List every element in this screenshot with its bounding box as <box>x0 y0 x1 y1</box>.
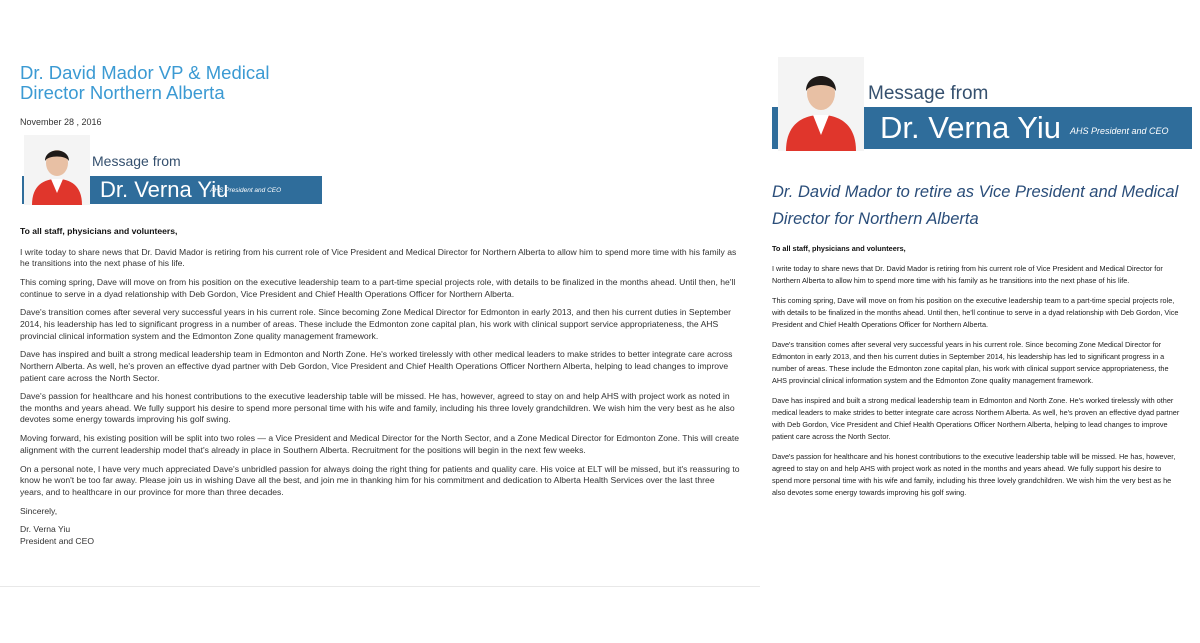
paragraph: Dave has inspired and built a strong medical leadership team in Edmonton and North Zone. He's worked tirelessly with other medical leaders to make strides to better integrate care across Northern Alberta. As well, he's proven an effective dyad partner with Deb Gordon, Vice President and Chief Health Operations Officer Northern Alberta, helping to lead changes to improve patient care across the North Sector. <box>20 349 733 383</box>
message-banner <box>772 57 1192 151</box>
letter-body <box>20 226 740 548</box>
headline: Dr. David Mador to retire as Vice President and Medical Director for Northern Alberta <box>772 183 1179 228</box>
paragraph: This coming spring, Dave will move on from his position on the executive leadership team to a part-time special projects role, with details to be finalized in the months ahead. Until then, he'll continue to serve in a dyad relationship with Deb Gordon, Vice President and Chief Health Operations Officer for Northern Alberta. <box>772 296 1179 329</box>
banner-message-from: Message from <box>92 153 181 169</box>
portrait-icon <box>24 135 90 205</box>
greeting: To all staff, physicians and volunteers, <box>20 226 178 236</box>
signature-name: Dr. Verna Yiu <box>20 524 71 535</box>
greeting: To all staff, physicians and volunteers, <box>772 244 906 253</box>
signature-title: President and CEO <box>20 535 95 546</box>
paragraph: On a personal note, I have very much appreciated Dave's unbridled passion for always doing the right thing for patients and quality care. His voice at ELT will be missed, but it's reassuring to know he won't be too far away. Please join us in wishing Dave all the best, and join me in thanking him for his commitment and dedication to Alberta Health Services over the last three years, and to healthcare in our province for more than three decades. <box>20 463 740 497</box>
closing: Sincerely, <box>20 505 58 516</box>
right-document <box>760 0 1200 643</box>
banner-role: AHS President and CEO <box>210 187 282 194</box>
paragraph: Dave's passion for healthcare and his honest contributions to the executive leadership table will be missed. He has, however, agreed to stay on and help AHS with project work as noted in the months and years ahead. We fully support his desire to spend more personal time with his wife and family, including his three lovely grandchildren. We wish him the very best as he also devotes some energy towards improving his golf swing. <box>772 452 1176 497</box>
banner-role: AHS President and CEO <box>1070 126 1169 136</box>
divider <box>0 586 760 587</box>
paragraph: This coming spring, Dave will move on from his position on the executive leadership team to a part-time special projects role, with details to be finalized in the months ahead. Until then, he'll continue to serve in a dyad relationship with Deb Gordon, Vice President and Chief Health Operations Officer for Northern Alberta. <box>20 276 736 299</box>
banner-name: Dr. Verna Yiu <box>100 177 229 202</box>
message-banner <box>22 135 322 205</box>
letter-body <box>772 243 1182 507</box>
page-title: Dr. David Mador VP & Medical Director Northern Alberta <box>20 62 270 103</box>
banner-message-from: Message from <box>868 83 989 104</box>
banner-name: Dr. Verna Yiu <box>880 110 1061 145</box>
paragraph: Dave's transition comes after several very successful years in his current role. Since becoming Zone Medical Director for Edmonton in early 2013, and then his current duties in September 2014, his leadership has led to significant progress in a number of areas. These include the Edmonton zone capital plan, his work with clinical support service appropriateness, the AHS provincial clinical information system and the Edmonton Zone quality management framework. <box>772 340 1169 385</box>
post-date: November 28 , 2016 <box>20 117 102 127</box>
paragraph: I write today to share news that Dr. David Mador is retiring from his current role of Vice President and Medical Director for Northern Alberta to allow him to spend more time with his family as he transitions into the next phase of his life. <box>772 264 1163 285</box>
paragraph: Dave's passion for healthcare and his honest contributions to the executive leadership table will be missed. He has, however, agreed to stay on and help AHS with project work as noted in the months and years ahead. We fully support his desire to spend more personal time with his wife and family, including his three lovely grandchildren. We wish him the very best as he also devotes some energy towards improving his golf swing. <box>20 391 735 425</box>
paragraph: Dave's transition comes after several very successful years in his current role. Since becoming Zone Medical Director for Edmonton in early 2013, and then his current duties in September 2014, his leadership has led to significant progress in a number of areas. These include the Edmonton zone capital plan, his work with clinical support service appropriateness, the AHS provincial clinical information system and the Edmonton Zone quality management framework. <box>20 307 731 341</box>
portrait-icon <box>778 57 864 151</box>
paragraph: Moving forward, his existing position will be split into two roles — a Vice President and Medical Director for the North Sector, and a Zone Medical Director for Edmonton Zone. This will create alignment with the current leadership model that's already in place in Southern Alberta. Recruitment for the positions will begin in the next few weeks. <box>20 433 740 455</box>
paragraph: Dave has inspired and built a strong medical leadership team in Edmonton and North Zone. He's worked tirelessly with other medical leaders to make strides to better integrate care across Northern Alberta. As well, he's proven an effective dyad partner with Deb Gordon, Vice President and Chief Health Operations Officer Northern Alberta, helping to lead changes to improve patient care across the North Sector. <box>772 396 1180 441</box>
paragraph: I write today to share news that Dr. David Mador is retiring from his current role of Vice President and Medical Director for Northern Alberta to allow him to spend more time with his family as he transitions into the next phase of his life. <box>20 246 737 269</box>
